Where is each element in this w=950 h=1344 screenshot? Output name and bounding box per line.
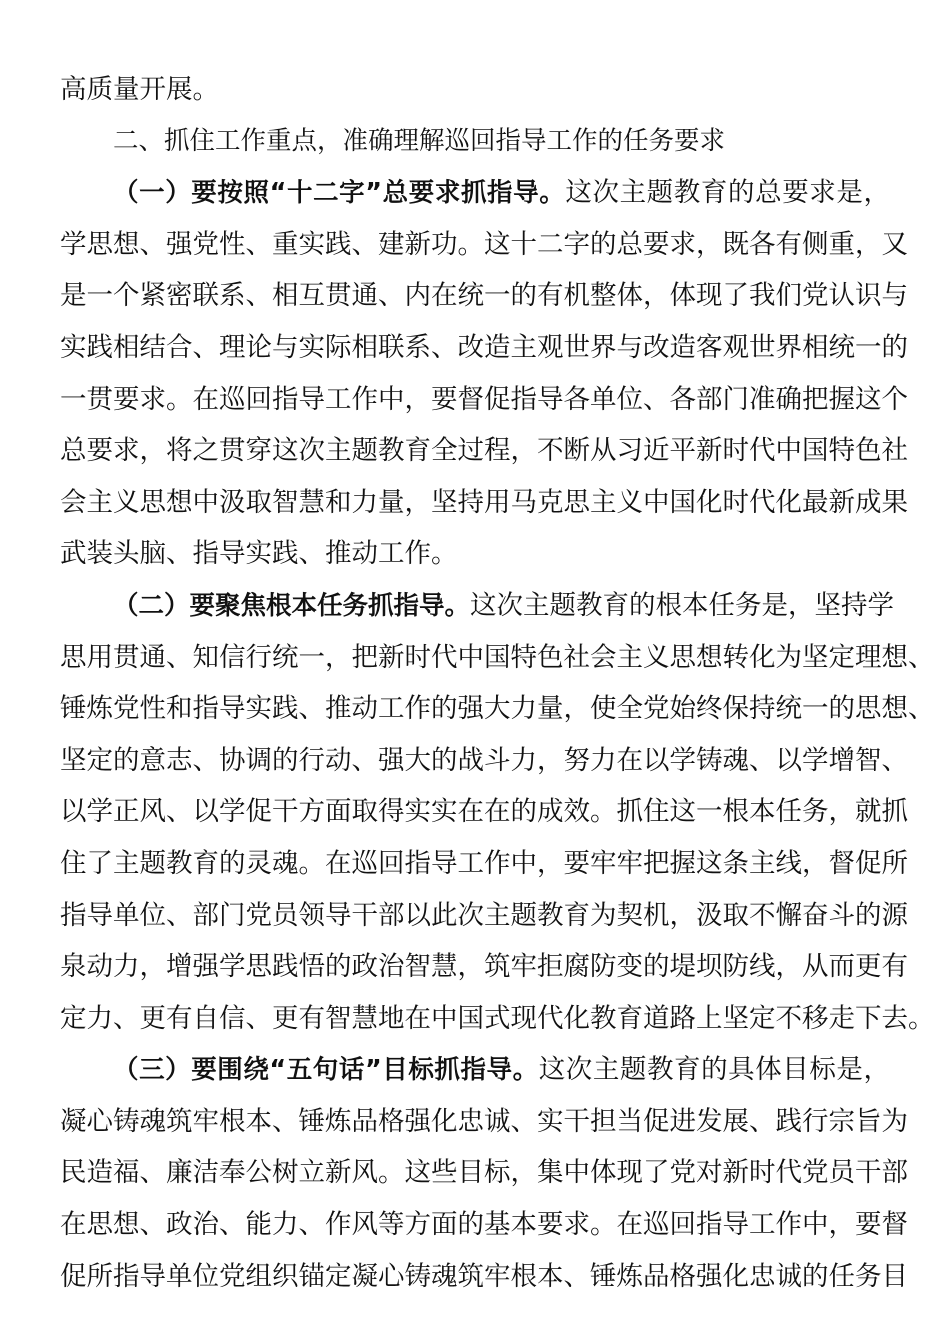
paragraph-1-line-4: 实践相结合、理论与实际相联系、改造主观世界与改造客观世界相统一的	[60, 331, 908, 363]
paragraph-2-line-5: 以学正风、以学促干方面取得实实在在的成效。抓住这一根本任务，就抓	[60, 796, 908, 828]
document-page	[60, 64, 935, 1302]
paragraph-1-lead: （一）要按照“十二字”总要求抓指导。	[113, 178, 566, 209]
paragraph-2-line-6: 住了主题教育的灵魂。在巡回指导工作中，要牢牢把握这条主线，督促所	[60, 847, 908, 879]
paragraph-2	[60, 580, 935, 1044]
paragraph-1-line-5: 一贯要求。在巡回指导工作中，要督促指导各单位、各部门准确把握这个	[60, 383, 908, 415]
paragraph-2-line-2: 思用贯通、知信行统一，把新时代中国特色社会主义思想转化为坚定理想、	[60, 641, 935, 673]
paragraph-2-line-3: 锤炼党性和指导实践、推动工作的强大力量，使全党始终保持统一的思想、	[60, 693, 935, 725]
paragraph-3-line-3: 民造福、廉洁奉公树立新风。这些目标，集中体现了党对新时代党员干部	[60, 1157, 908, 1189]
paragraph-1-text: 这次主题教育的总要求是，	[565, 177, 891, 209]
intro-tail-line: 高质量开展。	[60, 74, 219, 105]
paragraph-2-line-9: 定力、更有自信、更有智慧地在中国式现代化教育道路上坚定不移走下去。	[60, 1002, 935, 1034]
section-heading: 二、抓住工作重点，准确理解巡回指导工作的任务要求	[113, 125, 726, 156]
paragraph-1-line-3: 是一个紧密联系、相互贯通、内在统一的有机整体，体现了我们党认识与	[60, 280, 908, 312]
paragraph-2-line-4: 坚定的意志、协调的行动、强大的战斗力，努力在以学铸魂、以学增智、	[60, 744, 908, 776]
paragraph-2-text: 这次主题教育的根本任务是，坚持学	[470, 589, 895, 621]
paragraph-2-line-8: 泉动力，增强学思践悟的政治智慧，筑牢拒腐防变的堤坝防线，从而更有	[60, 951, 908, 983]
paragraph-3-text: 这次主题教育的具体目标是，	[538, 1054, 891, 1086]
paragraph-3	[60, 1044, 908, 1302]
paragraph-1-line-7: 会主义思想中汲取智慧和力量，坚持用马克思主义中国化时代化最新成果	[60, 486, 908, 518]
paragraph-1-line-6: 总要求，将之贯穿这次主题教育全过程，不断从习近平新时代中国特色社	[60, 435, 908, 467]
paragraph-2-lead: （二）要聚焦根本任务抓指导。	[113, 590, 471, 621]
paragraph-1	[60, 167, 908, 580]
paragraph-1-line-1	[60, 167, 890, 219]
paragraph-3-line-2: 凝心铸魂筑牢根本、锤炼品格强化忠诚、实干担当促进发展、践行宗旨为	[60, 1105, 908, 1137]
paragraph-2-line-7: 指导单位、部门党员领导干部以此次主题教育为契机，汲取不懈奋斗的源	[60, 899, 908, 931]
paragraph-3-line-4: 在思想、政治、能力、作风等方面的基本要求。在巡回指导工作中，要督	[60, 1209, 908, 1241]
paragraph-2-line-1	[60, 580, 895, 632]
paragraph-3-line-5: 促所指导单位党组织锚定凝心铸魂筑牢根本、锤炼品格强化忠诚的任务目	[60, 1260, 908, 1292]
paragraph-3-lead: （三）要围绕“五句话”目标抓指导。	[113, 1055, 539, 1086]
paragraph-3-line-1	[60, 1044, 890, 1096]
paragraph-1-line-2: 学思想、强党性、重实践、建新功。这十二字的总要求，既各有侧重，又	[60, 228, 908, 260]
paragraph-1-line-8: 武装头脑、指导实践、推动工作。	[60, 538, 458, 570]
